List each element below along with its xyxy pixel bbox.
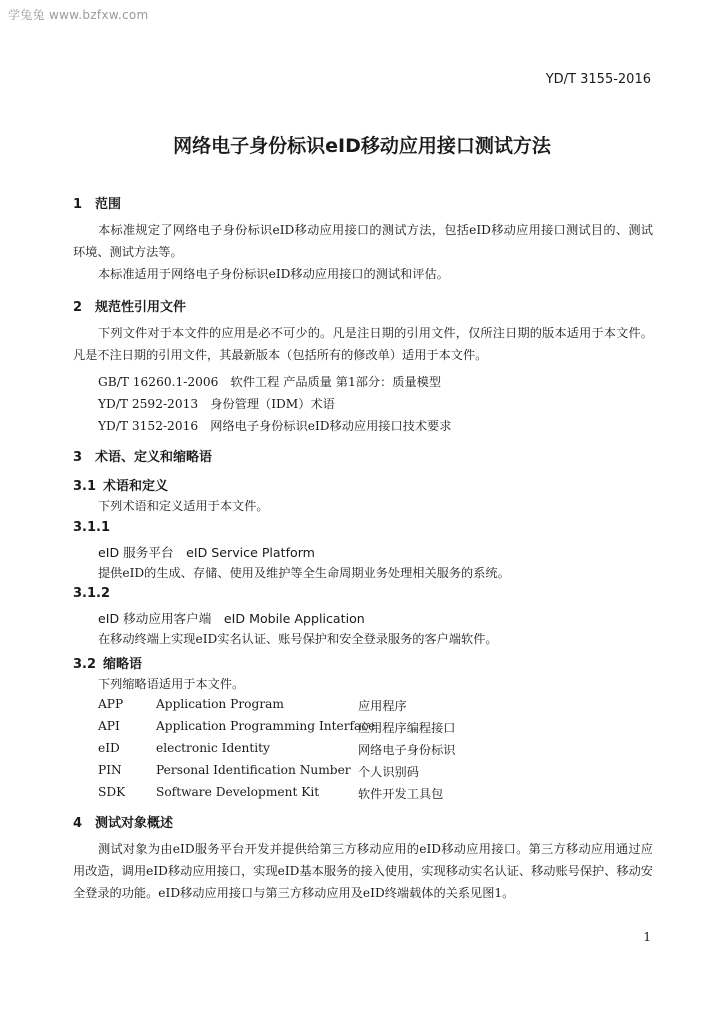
abbreviation-chinese: 网络电子身份标识 bbox=[358, 743, 456, 757]
abbreviation: PIN bbox=[98, 763, 122, 777]
section-4-heading bbox=[73, 812, 173, 831]
abbreviation-full-name: Application Program bbox=[156, 697, 284, 711]
section-1-paragraph-2: 本标准适用于网络电子身份标识eID移动应用接口的测试和评估。 bbox=[98, 267, 449, 281]
subsection-3-2-intro: 下列缩略语适用于本文件。 bbox=[98, 677, 245, 691]
section-number: 4 bbox=[73, 816, 83, 831]
abbreviation-row bbox=[98, 785, 658, 803]
abbreviation: SDK bbox=[98, 785, 126, 799]
subsection-title: 术语和定义 bbox=[103, 479, 169, 494]
section-1-heading bbox=[73, 193, 121, 212]
reference-item: YD/T 3152-2016 网络电子身份标识eID移动应用接口技术要求 bbox=[98, 419, 452, 433]
section-title: 测试对象概述 bbox=[95, 816, 174, 831]
abbreviation-full-name: Personal Identification Number bbox=[156, 763, 351, 777]
page-number: 1 bbox=[643, 930, 651, 944]
abbreviation: APP bbox=[98, 697, 124, 711]
term-3-1-1-name: eID 服务平台 eID Service Platform bbox=[98, 545, 315, 560]
subsection-3-2-heading bbox=[73, 653, 142, 672]
section-number: 2 bbox=[73, 300, 83, 315]
standard-number: YD/T 3155-2016 bbox=[545, 72, 651, 87]
term-3-1-2-name: eID 移动应用客户端 eID Mobile Application bbox=[98, 611, 365, 626]
section-number: 1 bbox=[73, 197, 83, 212]
abbreviation-chinese: 应用程序编程接口 bbox=[358, 721, 456, 735]
abbreviation: eID bbox=[98, 741, 120, 755]
abbreviation-chinese: 个人识别码 bbox=[358, 765, 419, 779]
term-3-1-2-number: 3.1.2 bbox=[73, 586, 111, 601]
section-2-paragraph: 下列文件对于本文件的应用是必不可少的。凡是注日期的引用文件，仅所注日期的版本适用于本文件。凡是不注日期的引用文件，其最新版本（包括所有的修改单）适用于本文件。 bbox=[73, 326, 653, 362]
term-3-1-2-definition: 在移动终端上实现eID实名认证、账号保护和安全登录服务的客户端软件。 bbox=[98, 632, 498, 646]
subsection-number: 3.2 bbox=[73, 657, 97, 672]
subsection-3-1-intro: 下列术语和定义适用于本文件。 bbox=[98, 499, 269, 513]
section-title: 规范性引用文件 bbox=[95, 300, 187, 315]
section-2-heading bbox=[73, 296, 186, 315]
abbreviation-row bbox=[98, 763, 658, 781]
abbreviation-chinese: 软件开发工具包 bbox=[358, 787, 444, 801]
abbreviation-row bbox=[98, 719, 658, 737]
reference-item: YD/T 2592-2013 身份管理（IDM）术语 bbox=[98, 397, 335, 411]
section-4-paragraph: 测试对象为由eID服务平台开发并提供给第三方移动应用的eID移动应用接口。第三方移动应用通过应用改造，调用eID移动应用接口，实现eID基本服务的接入使用，实现移动实名认证、移动账号保护、移动安全登录的功能。eID移动应用接口与第三方移动应用及eID终端载体的关系见图1。 bbox=[73, 842, 653, 900]
abbreviation-row bbox=[98, 697, 658, 715]
abbreviation: API bbox=[98, 719, 120, 733]
section-1-paragraph-1: 本标准规定了网络电子身份标识eID移动应用接口的测试方法，包括eID移动应用接口测试目的、测试环境、测试方法等。 bbox=[73, 223, 653, 259]
subsection-3-1-heading bbox=[73, 475, 168, 494]
section-3-heading bbox=[73, 446, 212, 465]
section-title: 范围 bbox=[95, 197, 122, 212]
term-3-1-1-number: 3.1.1 bbox=[73, 520, 111, 535]
watermark-text: 学兔兔 www.bzfxw.com bbox=[8, 8, 149, 22]
section-title: 术语、定义和缩略语 bbox=[95, 450, 213, 465]
section-number: 3 bbox=[73, 450, 83, 465]
abbreviation-chinese: 应用程序 bbox=[358, 699, 407, 713]
subsection-title: 缩略语 bbox=[103, 657, 143, 672]
abbreviation-full-name: electronic Identity bbox=[156, 741, 270, 755]
document-title: 网络电子身份标识eID移动应用接口测试方法 bbox=[173, 135, 551, 157]
abbreviation-full-name: Application Programming Interface bbox=[156, 719, 376, 733]
subsection-number: 3.1 bbox=[73, 479, 97, 494]
term-3-1-1-definition: 提供eID的生成、存储、使用及维护等全生命周期业务处理相关服务的系统。 bbox=[98, 566, 510, 580]
reference-item: GB/T 16260.1-2006 软件工程 产品质量 第1部分：质量模型 bbox=[98, 375, 442, 389]
abbreviation-row bbox=[98, 741, 658, 759]
abbreviation-full-name: Software Development Kit bbox=[156, 785, 320, 799]
